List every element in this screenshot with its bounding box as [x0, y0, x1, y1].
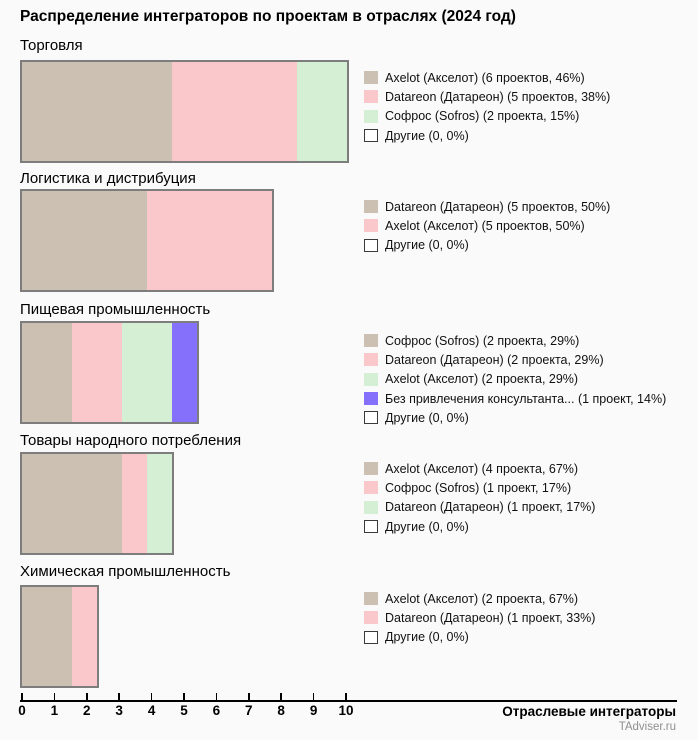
- legend-swatch: [364, 90, 378, 103]
- legend-swatch: [364, 71, 378, 84]
- legend-label: Datareon (Датареон) (1 проект, 33%): [385, 610, 596, 625]
- axis-tick-label: 1: [50, 703, 59, 718]
- legend-item: [364, 589, 595, 608]
- legend-label: Axelot (Акселот) (5 проектов, 50%): [385, 218, 585, 233]
- legend-swatch: [364, 373, 378, 386]
- legend-item: [364, 370, 666, 389]
- section-title: Химическая промышленность: [20, 563, 231, 580]
- legend-label: Другие (0, 0%): [385, 238, 469, 253]
- stacked-bar: [20, 189, 274, 292]
- bar-segment: [172, 323, 197, 422]
- legend-swatch: [364, 129, 378, 142]
- legend: [364, 589, 595, 647]
- section-title: Пищевая промышленность: [20, 301, 211, 318]
- section-title: Товары народного потребления: [20, 432, 242, 449]
- source-credit: TAdviser.ru: [618, 721, 676, 733]
- legend-swatch: [364, 392, 378, 405]
- legend-swatch: [364, 520, 378, 533]
- legend-label: Софрос (Sofros) (2 проекта, 15%): [385, 109, 580, 124]
- legend-swatch: [364, 239, 378, 252]
- axis-tick-mark: [151, 693, 153, 701]
- bar-segment: [22, 323, 72, 422]
- bar-segment: [72, 323, 122, 422]
- legend-item: [364, 350, 666, 369]
- stacked-bar: [20, 60, 349, 163]
- legend-item: [364, 236, 610, 255]
- legend-item: [364, 331, 666, 350]
- axis-tick-mark: [183, 693, 185, 701]
- legend-label: Софрос (Sofros) (1 проект, 17%): [385, 480, 572, 495]
- legend-item: [364, 608, 595, 627]
- legend-label: Без привлечения консультанта... (1 проект, 14%): [385, 391, 667, 406]
- legend-label: Другие (0, 0%): [385, 519, 469, 534]
- legend-item: [364, 408, 666, 427]
- bar-segment: [22, 62, 172, 161]
- legend-label: Axelot (Акселот) (4 проекта, 67%): [385, 461, 579, 476]
- axis-tick-label: 5: [180, 703, 188, 718]
- legend-item: [364, 216, 610, 235]
- legend-item: [364, 459, 595, 478]
- legend-label: Софрос (Sofros) (2 проекта, 29%): [385, 333, 580, 348]
- legend-item: [364, 517, 595, 536]
- legend: [364, 197, 610, 255]
- bar-segment: [122, 323, 172, 422]
- axis-tick-mark: [345, 693, 347, 701]
- axis-tick-label: 9: [309, 703, 318, 718]
- bar-segment: [22, 191, 147, 290]
- axis-tick-label: 10: [338, 703, 354, 718]
- legend-label: Axelot (Акселот) (2 проекта, 67%): [385, 591, 579, 606]
- axis-tick-mark: [54, 693, 56, 701]
- legend-label: Datareon (Датареон) (5 проектов, 50%): [385, 199, 611, 214]
- axis-tick-mark: [86, 693, 88, 701]
- legend-label: Axelot (Акселот) (2 проекта, 29%): [385, 372, 579, 387]
- legend: [364, 459, 595, 536]
- legend-swatch: [364, 611, 378, 624]
- legend-label: Другие (0, 0%): [385, 410, 469, 425]
- legend-item: [364, 628, 595, 647]
- legend-swatch: [364, 200, 378, 213]
- axis-tick-mark: [118, 693, 120, 701]
- axis-tick-mark: [248, 693, 250, 701]
- legend-label: Datareon (Датареон) (1 проект, 17%): [385, 500, 596, 515]
- legend-item: [364, 126, 610, 145]
- bar-segment: [72, 587, 97, 686]
- stacked-bar: [20, 585, 99, 688]
- legend-swatch: [364, 110, 378, 123]
- axis-tick-label: 0: [18, 703, 26, 718]
- legend-swatch: [364, 481, 378, 494]
- legend-swatch: [364, 631, 378, 644]
- bar-segment: [22, 587, 72, 686]
- axis-tick-mark: [280, 693, 282, 701]
- legend-label: Datareon (Датареон) (2 проекта, 29%): [385, 352, 604, 367]
- stacked-bar: [20, 452, 174, 555]
- legend-label: Другие (0, 0%): [385, 128, 469, 143]
- legend-item: [364, 498, 595, 517]
- x-axis-title: Отраслевые интеграторы: [502, 704, 676, 719]
- bar-segment: [297, 62, 347, 161]
- axis-tick-label: 4: [147, 703, 156, 718]
- legend: [364, 68, 610, 145]
- legend: [364, 331, 666, 427]
- legend-item: [364, 87, 610, 106]
- legend-item: [364, 107, 610, 126]
- axis-tick-mark: [313, 693, 315, 701]
- legend-item: [364, 389, 666, 408]
- legend-item: [364, 197, 610, 216]
- legend-swatch: [364, 219, 378, 232]
- legend-item: [364, 68, 610, 87]
- legend-swatch: [364, 592, 378, 605]
- legend-swatch: [364, 353, 378, 366]
- section-title: Логистика и дистрибуция: [20, 170, 196, 187]
- legend-label: Datareon (Датареон) (5 проектов, 38%): [385, 89, 611, 104]
- axis-tick-mark: [21, 693, 23, 701]
- legend-label: Другие (0, 0%): [385, 630, 469, 645]
- bar-segment: [122, 454, 147, 553]
- axis-tick-mark: [216, 693, 218, 701]
- bar-segment: [147, 191, 272, 290]
- axis-tick-label: 8: [277, 703, 285, 718]
- section-title: Торговля: [20, 37, 83, 54]
- legend-item: [364, 478, 595, 497]
- legend-swatch: [364, 411, 378, 424]
- legend-swatch: [364, 462, 378, 475]
- axis-tick-label: 3: [115, 703, 123, 718]
- legend-swatch: [364, 501, 378, 514]
- stacked-bar: [20, 321, 199, 424]
- axis-tick-label: 2: [83, 703, 91, 718]
- chart-title: Распределение интеграторов по проектам в отраслях (2024 год): [20, 8, 516, 25]
- axis-tick-label: 6: [212, 703, 221, 718]
- axis-tick-label: 7: [245, 703, 253, 718]
- bar-segment: [172, 62, 297, 161]
- legend-label: Axelot (Акселот) (6 проектов, 46%): [385, 70, 585, 85]
- legend-swatch: [364, 334, 378, 347]
- bar-segment: [147, 454, 172, 553]
- bar-segment: [22, 454, 122, 553]
